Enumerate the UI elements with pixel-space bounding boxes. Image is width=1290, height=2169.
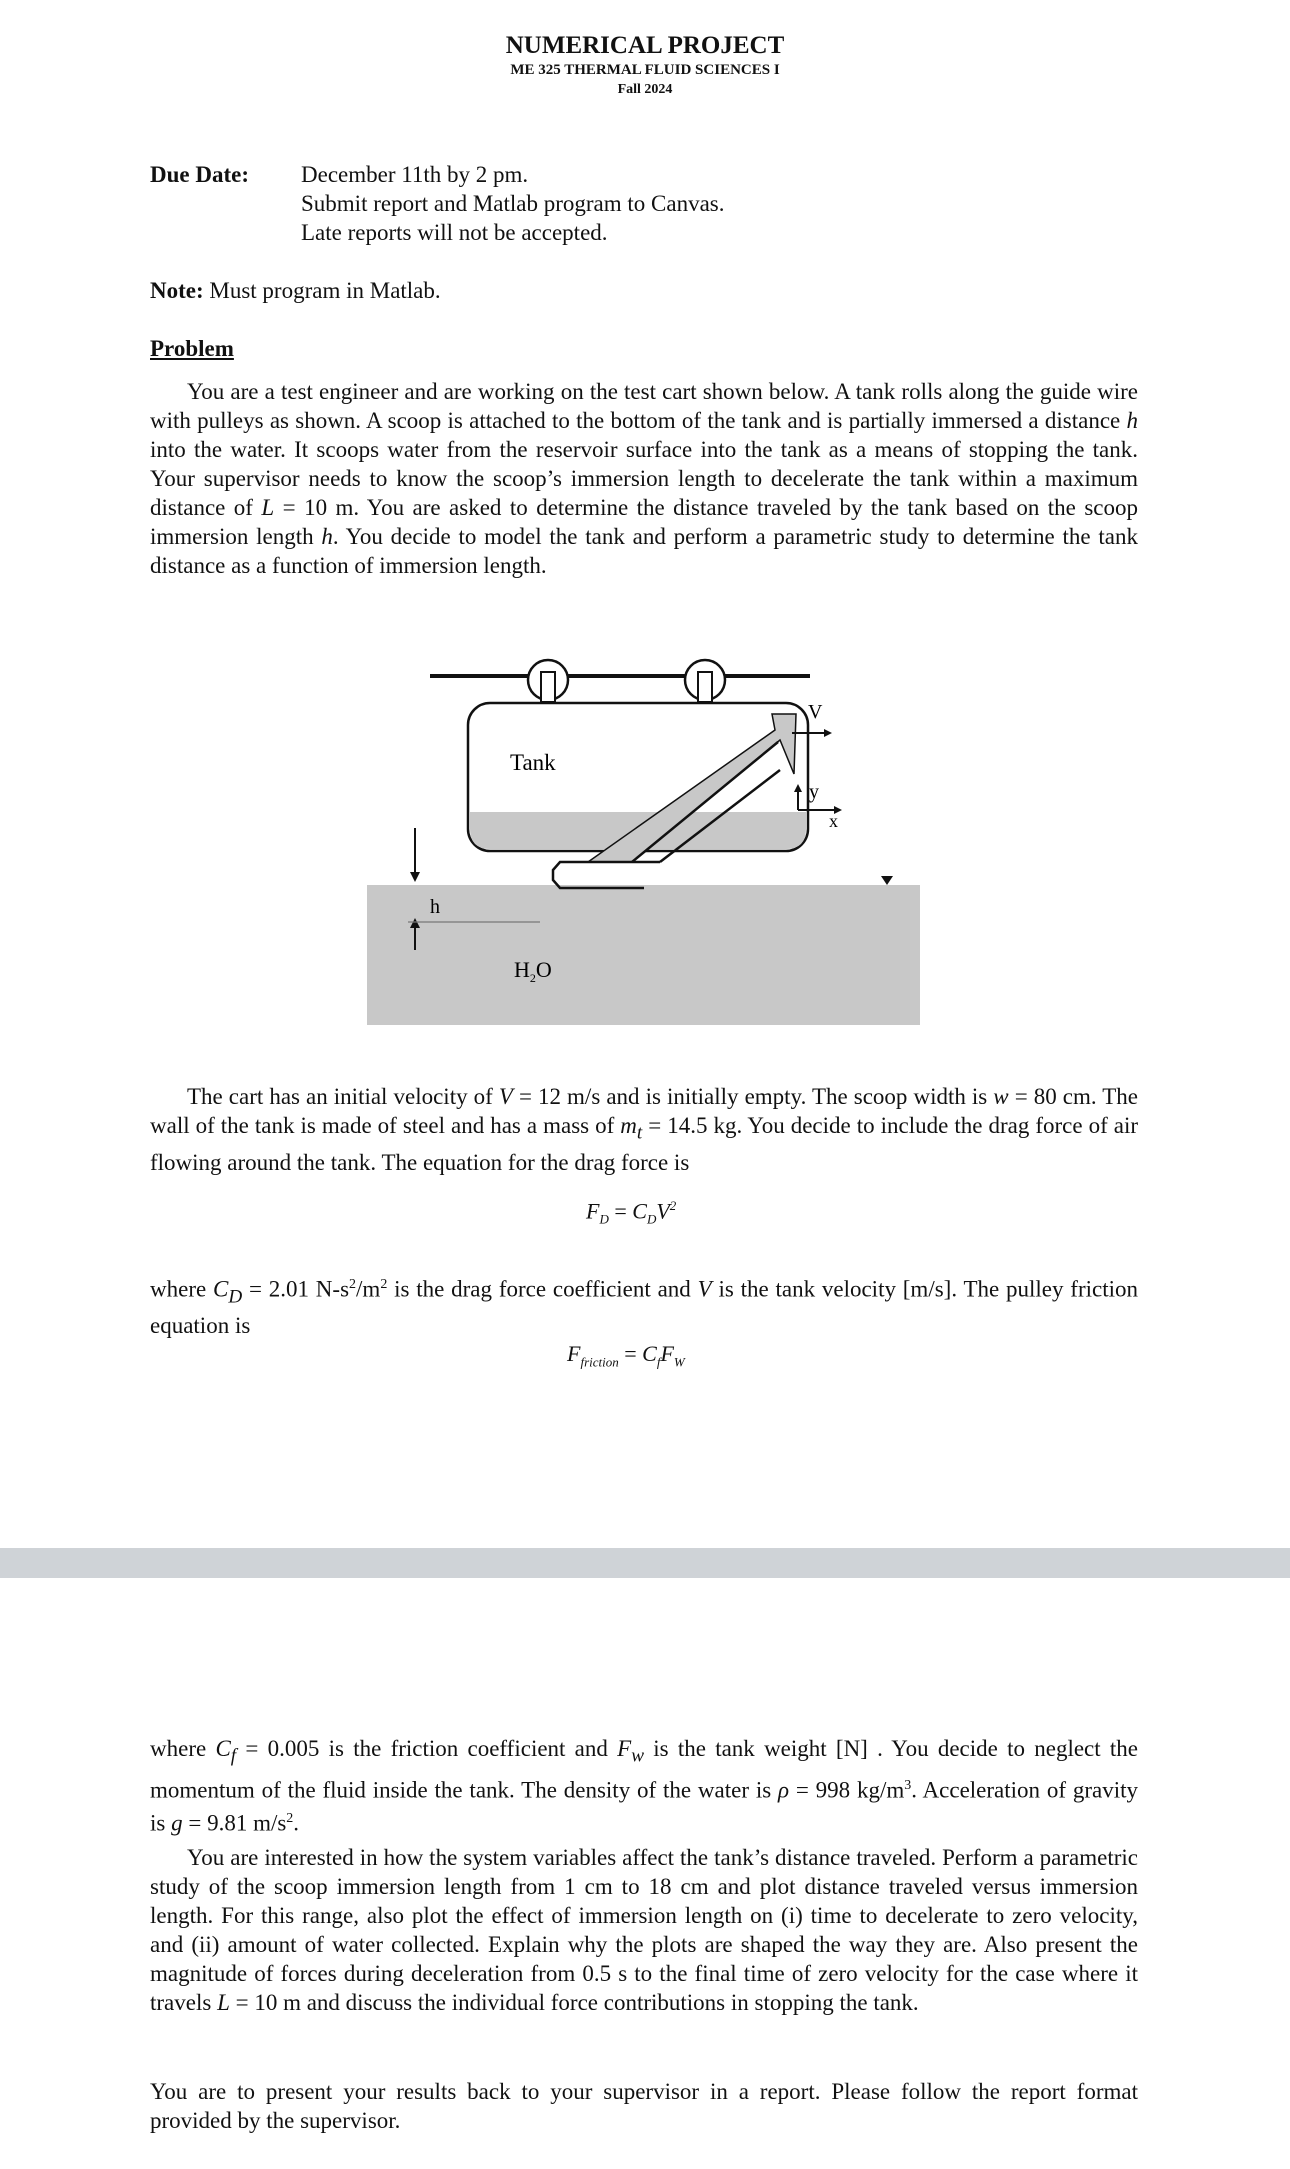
course-name: ME 325 THERMAL FLUID SCIENCES I	[510, 62, 780, 78]
late-line: Late reports will not be accepted.	[301, 220, 608, 245]
page-separator	[0, 1548, 1290, 1578]
y-label: y	[809, 781, 819, 803]
pulley-left	[528, 660, 568, 702]
friction-coefficient-paragraph: where $C_f = 0.005$ is the friction coefficient and $F_w$ is the tank weight [N] . You decide to neglect the momentum of the fluid inside the tank. The density of the water is ρ = 998 $kg/m^3$. Acceleration of gravity is g = 9.81 $m/s^2$.	[150, 1736, 1138, 1836]
scoop-lower	[553, 862, 660, 888]
parametric-study-paragraph: You are interested in how the system variables affect the tank’s distance traveled. Perform a parametric study of the scoop immersion length from 1 cm to 18 cm and plot distance traveled versus immersion length. For this range, also plot the effect of immersion length on (i) time to decelerate to zero velocity, and (ii) amount of water collected. Explain why the plots are shaped the way they are. Also present the magnitude of forces during deceleration from 0.5 s to the final time of zero velocity for the case where it travels L = 10 m and discuss the individual force contributions in stopping the tank.	[150, 1845, 1138, 2015]
x-label: x	[829, 811, 838, 831]
term: Fall 2024	[617, 82, 673, 97]
water-surface-marker	[881, 876, 893, 885]
submit-line: Submit report and Matlab program to Canvas.	[301, 191, 725, 216]
document-title: NUMERICAL PROJECT	[505, 32, 785, 59]
due-date-label: Due Date:	[150, 162, 249, 187]
problem-paragraph-2: The cart has an initial velocity of V = 12 m/s and is initially empty. The scoop width is w = 80 cm. The wall of the tank is made of steel and has a mass of $m_t = 14.5$ kg. You decide to include the drag force of air flowing around the tank. The equation for the drag force is	[150, 1084, 1139, 1175]
problem-heading: Problem	[150, 336, 234, 361]
note-label: Note:	[150, 278, 204, 303]
due-date-details	[301, 160, 725, 247]
due-date-line: December 11th by 2 pm.	[301, 162, 529, 187]
water-reservoir	[367, 885, 920, 1025]
water-label: $H_2O$	[514, 957, 552, 985]
note-text: Must program in Matlab.	[209, 278, 441, 303]
friction-equation: $F_{friction} = C_fF_W$	[567, 1341, 685, 1370]
note	[150, 276, 441, 305]
drag-force-equation: $F_D = C_DV^2$	[586, 1198, 677, 1227]
tank-label: Tank	[510, 750, 556, 775]
pulley-right	[685, 660, 725, 702]
problem-paragraph-1: You are a test engineer and are working on the test cart shown below. A tank rolls along the guide wire with pulleys as shown. A scoop is attached to the bottom of the tank and is partially immersed a distance h into the water. It scoops water from the reservoir surface into the tank as a means of stopping the tank. Your supervisor needs to know the scoop’s immersion length to decelerate the tank within a maximum distance of L = 10 m. You are asked to determine the distance traveled by the tank based on the scoop immersion length h. You decide to model the tank and perform a parametric study to determine the tank distance as a function of immersion length.	[150, 379, 1139, 578]
page-2	[0, 1578, 1290, 2169]
drag-coefficient-paragraph: where $C_D = 2.01$ $N-s^2/m^2$ is the drag force coefficient and V is the tank velocity [m/s]. The pulley friction equation is	[150, 1276, 1138, 1339]
test-cart-diagram	[360, 630, 940, 1030]
h-label: h	[430, 896, 440, 918]
report-paragraph: You are to present your results back to your supervisor in a report. Please follow the report format provided by the supervisor.	[150, 2079, 1138, 2133]
velocity-label: V	[808, 701, 823, 723]
